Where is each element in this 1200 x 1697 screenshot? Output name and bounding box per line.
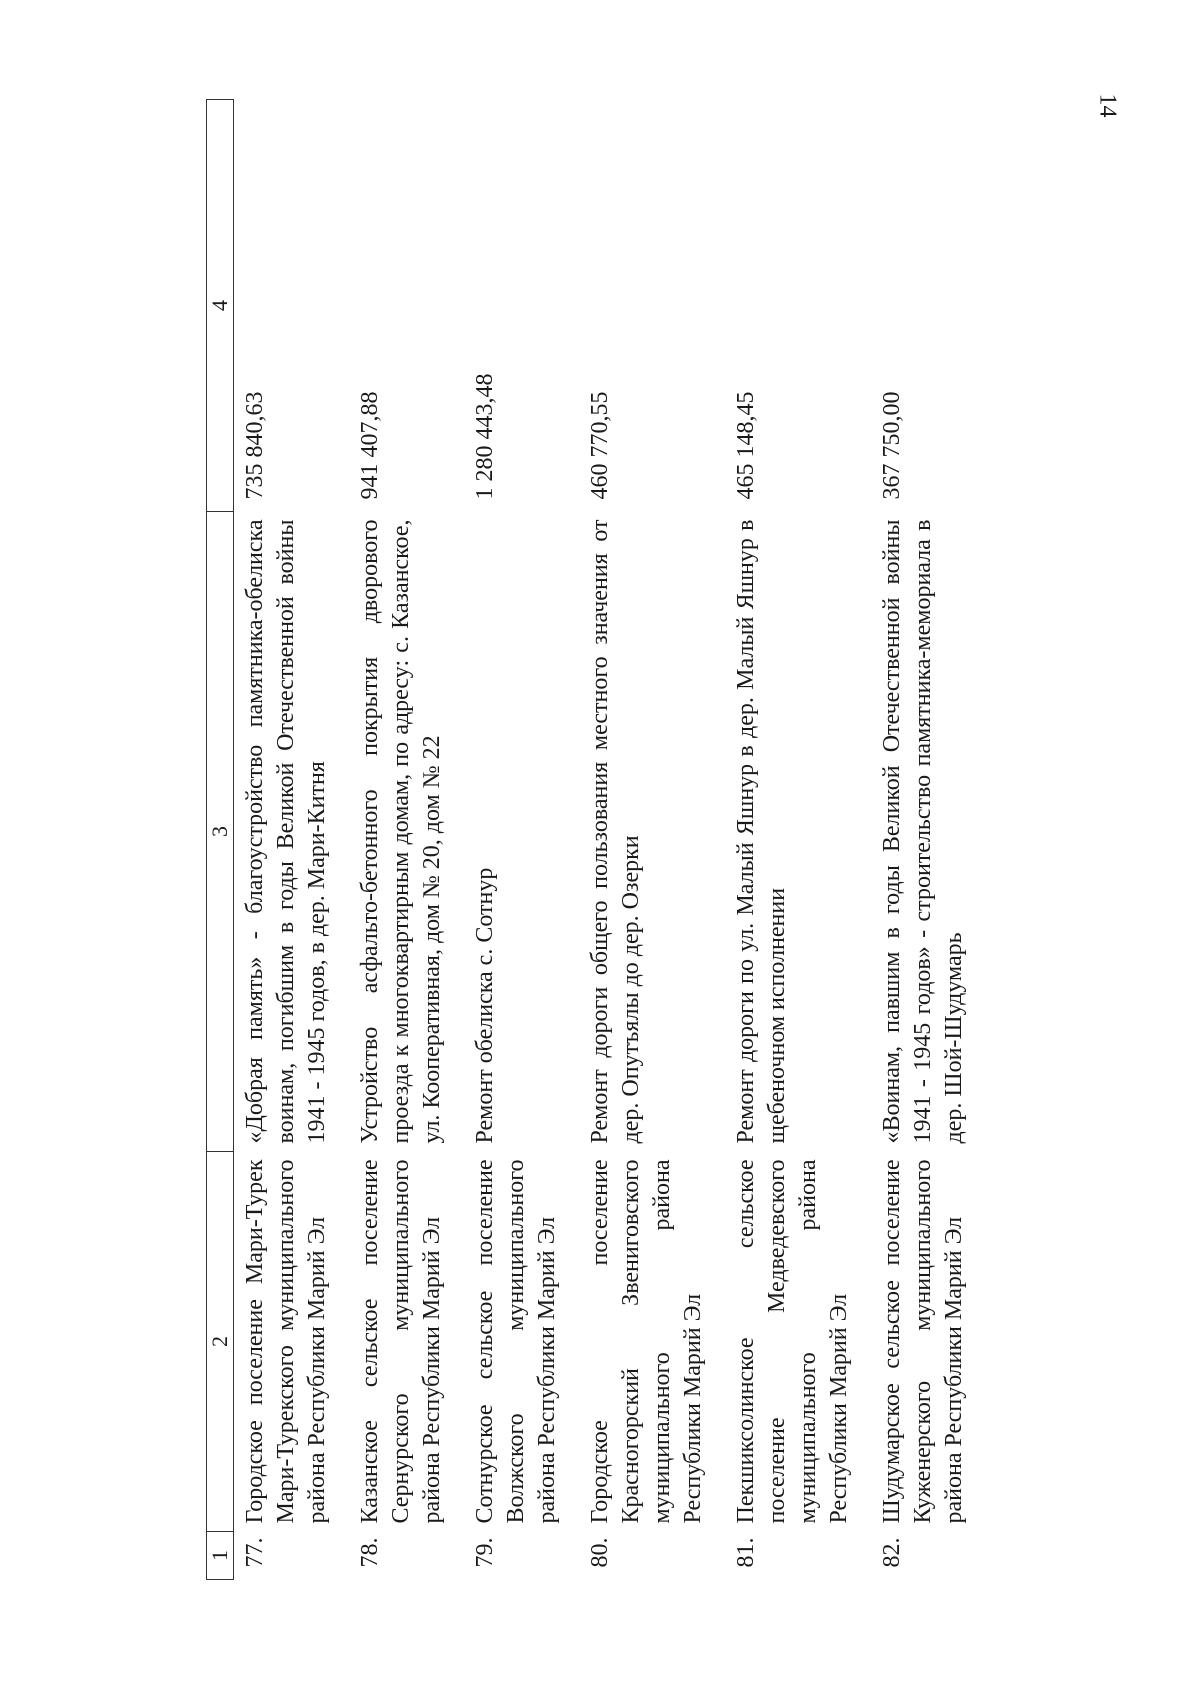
amount-cell: 941 407,88 <box>357 391 383 500</box>
table-header-row <box>207 100 234 1580</box>
column-header: 4 <box>207 100 234 512</box>
column-header: 1 <box>207 1532 234 1580</box>
municipality-cell: Городское поселение Красногорский Звениговского муниципального района Республики Марий Эл <box>587 1159 706 1524</box>
table-row <box>871 100 986 1580</box>
row-number: 82. <box>879 1537 905 1568</box>
amount-cell: 735 840,63 <box>242 391 268 500</box>
municipality-cell: Шудумарское сельское поселение Куженерского муниципального района Республики Марий Эл <box>879 1159 967 1524</box>
row-number: 80. <box>587 1537 613 1568</box>
row-number: 78. <box>357 1537 383 1568</box>
municipality-cell: Казанское сельское поселение Сернурского муниципального района Республики Марий Эл <box>357 1159 445 1524</box>
project-cell: Ремонт дороги по ул. Малый Яшнур в дер. Малый Яшнур в щебеночном исполнении <box>733 519 790 1144</box>
table-row <box>579 100 725 1580</box>
row-number: 79. <box>472 1537 498 1568</box>
subsidy-table <box>206 99 986 1580</box>
table-row <box>725 100 871 1580</box>
amount-cell: 460 770,55 <box>587 391 613 500</box>
page-number: 14 <box>1094 93 1121 118</box>
column-header: 2 <box>207 1152 234 1532</box>
row-number: 77. <box>242 1537 268 1568</box>
amount-cell: 465 148,45 <box>733 391 759 500</box>
project-cell: Ремонт обелиска с. Сотнур <box>472 867 498 1144</box>
amount-cell: 1 280 443,48 <box>472 373 498 500</box>
project-cell: «Добрая память» - благоустройство памятника-обелиска воинам, погибшим в годы Великой Отечественной войны 1941 - 1945 годов, в дер. Мари-Китня <box>242 519 330 1144</box>
amount-cell: 367 750,00 <box>879 391 905 500</box>
project-cell: «Воинам, павшим в годы Великой Отечественной войны 1941 - 1945 годов» - строительство памятника-мемориала в дер. Шой-Шудумарь <box>879 519 967 1144</box>
project-cell: Устройство асфальто-бетонного покрытия дворового проезда к многоквартирным домам, по адресу: с. Казанское, ул. Кооперативная, дом № 20, дом № 22 <box>357 519 445 1144</box>
row-number: 81. <box>733 1537 759 1568</box>
table-row <box>464 100 579 1580</box>
column-header: 3 <box>207 512 234 1152</box>
municipality-cell: Городское поселение Мари-Турек Мари-Турекского муниципального района Республики Марий Эл <box>242 1159 330 1524</box>
table-row <box>234 100 350 1580</box>
table-row <box>349 100 464 1580</box>
rotated-table-container <box>206 100 1016 1580</box>
municipality-cell: Сотнурское сельское поселение Волжского муниципального района Республики Марий Эл <box>472 1159 560 1524</box>
municipality-cell: Пекшиксолинское сельское поселение Медведевского муниципального района Республики Марий Эл <box>733 1159 852 1524</box>
project-cell: Ремонт дороги общего пользования местного значения от дер. Опутъялы до дер. Озерки <box>587 519 644 1144</box>
